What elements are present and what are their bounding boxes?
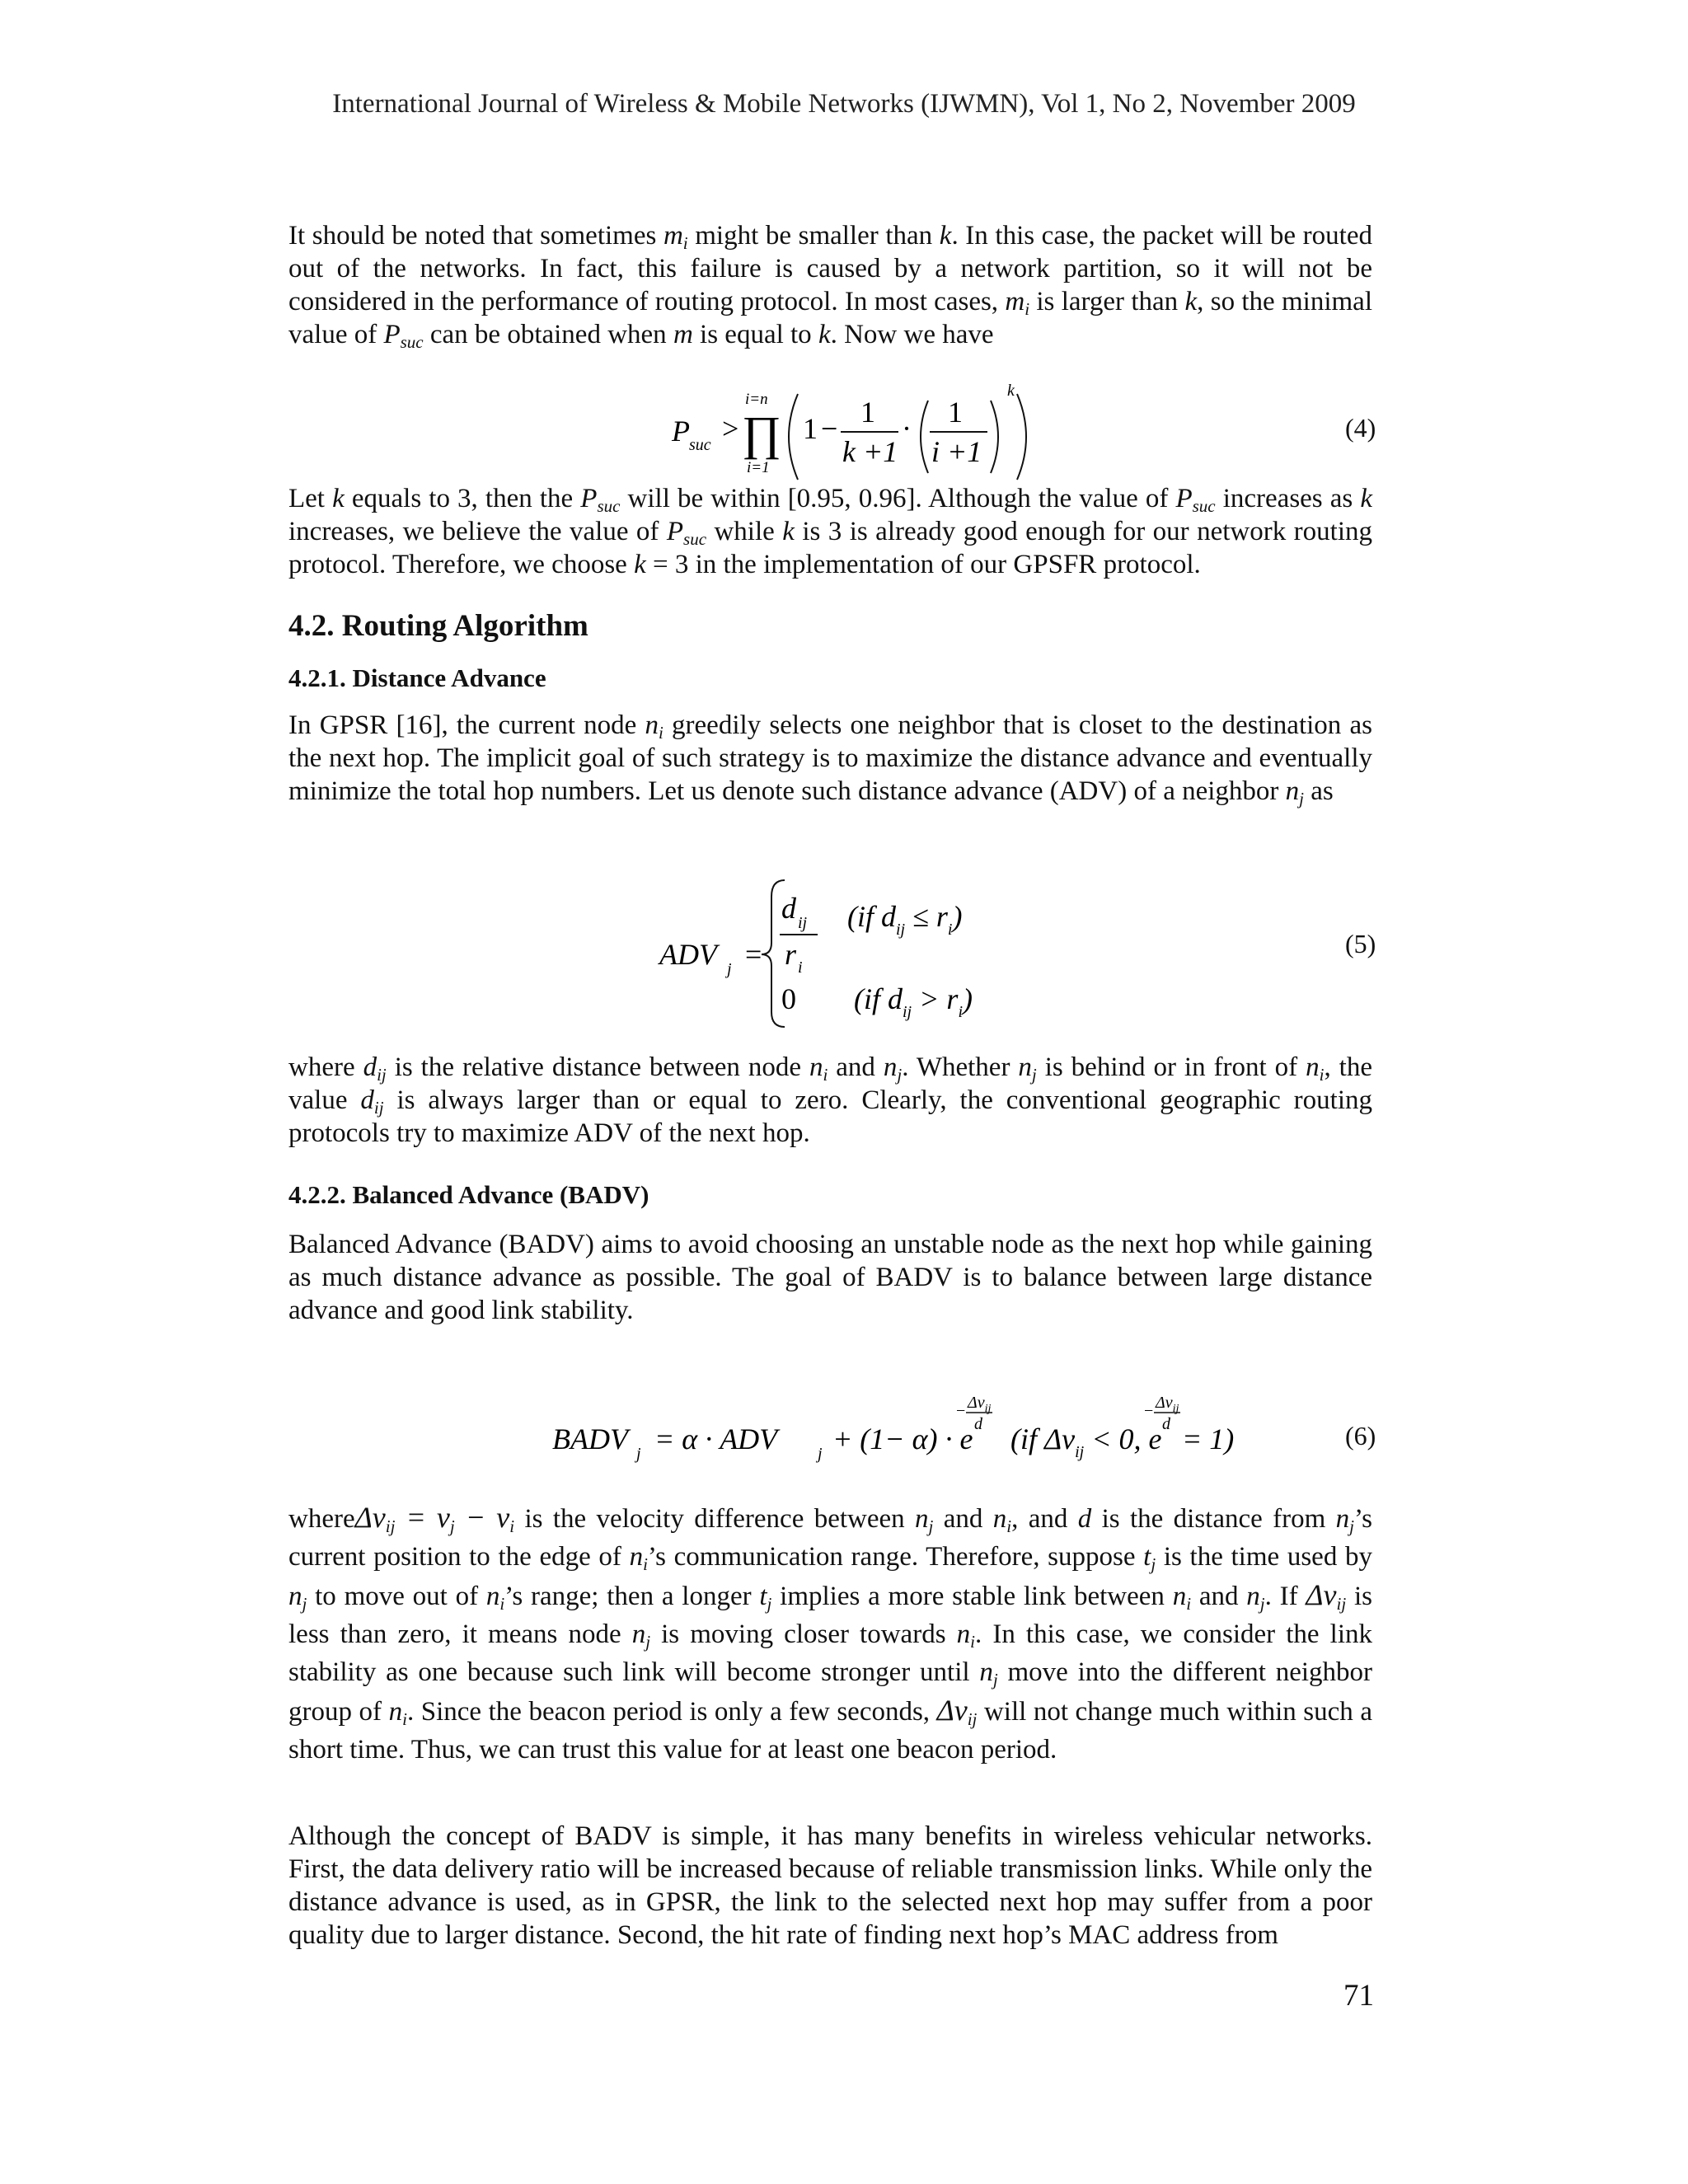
page-number: 71 — [1343, 1979, 1374, 2013]
subscript-suc: suc — [1192, 496, 1216, 516]
text-run: = 3 in the implementation of our GPSFR protocol. — [645, 550, 1201, 579]
text-run: is the velocity difference between — [524, 1504, 916, 1534]
text-run: and — [828, 1052, 884, 1082]
eq5-lhs: ADV — [659, 938, 717, 971]
text-run: . In this case, we consider the link stability as one because such link will become stronger until — [288, 1619, 1373, 1687]
text-run: is moving closer towards — [650, 1619, 957, 1649]
eq5-frac-num-sub: ij — [798, 914, 808, 932]
subscript-i: i — [658, 723, 663, 743]
paragraph-3 — [288, 709, 1372, 808]
text-run: . Whether — [902, 1052, 1019, 1082]
eq5-equals: = — [745, 938, 762, 971]
var-k: k — [1184, 287, 1198, 316]
eq4-one: 1 — [803, 412, 818, 445]
var-n: n — [956, 1619, 971, 1649]
text-run: where — [288, 1504, 355, 1534]
text-run: is always larger than or equal to zero. Clearly, the conventional geographic routing protocols try to maximize ADV of the next hop. — [288, 1085, 1372, 1148]
subscript-j: j — [1031, 1065, 1037, 1085]
text-run: and — [1191, 1582, 1247, 1611]
equation-number-6: (6) — [1345, 1421, 1376, 1451]
subscript-i: i — [1319, 1065, 1325, 1085]
text-run: will be within [0.95, 0.96]. Although the value of — [620, 484, 1176, 513]
text-run: greedily selects one neighbor that is closet to the destination as the next hop. The implicit goal of such strategy is to maximize the distance advance and eventually minimize the total hop numbers. Let us denote such distance advance (ADV) of a neighbor — [288, 710, 1372, 806]
subscript-i: i — [823, 1065, 828, 1085]
eq6-exp-num: $\Delta v_{ij}$ — [968, 1394, 992, 1415]
var-p: P — [666, 517, 684, 546]
text-run: is the relative distance between node — [386, 1052, 809, 1082]
text-run: is the distance from — [1091, 1504, 1336, 1534]
equation-number-4: (4) — [1345, 413, 1376, 443]
equation-6 — [552, 1393, 1245, 1479]
eq6-lhs: BADV — [552, 1422, 628, 1455]
running-head: International Journal of Wireless & Mobile Networks (IJWMN), Vol 1, No 2, November 2009 — [332, 89, 1356, 119]
var-n: n — [992, 1504, 1007, 1534]
subscript-i: i — [970, 1632, 975, 1652]
var-k: k — [818, 320, 831, 349]
paragraph-4 — [288, 1051, 1372, 1150]
text-run: ’s current position to the edge of — [288, 1504, 1373, 1572]
eq4-num1: 1 — [860, 396, 875, 429]
eq4-p: P — [672, 415, 690, 448]
subscript-j: j — [992, 1670, 998, 1690]
eq5-frac-num: d — [781, 892, 796, 925]
subscript-j: j — [897, 1065, 903, 1085]
inline-velocity-diff: $\Delta v_{ij} = v_j - v_i$ — [354, 1501, 515, 1536]
subscript-ij: ij — [373, 1098, 384, 1118]
text-run: . Since the beacon period is only a few seconds, — [406, 1697, 937, 1727]
text-run: is behind or in front of — [1036, 1052, 1306, 1082]
eq6-cond-exp-minus: − — [1144, 1402, 1154, 1420]
equation-4 — [659, 379, 1039, 490]
var-d: d — [363, 1052, 377, 1082]
var-p: P — [1175, 484, 1193, 513]
inline-delta-v: $\Delta v_{ij}$ — [936, 1694, 978, 1729]
subscript-i: i — [682, 233, 688, 253]
paragraph-7 — [288, 1820, 1372, 1952]
var-n: n — [388, 1697, 403, 1727]
text-run: while — [706, 517, 783, 546]
subsection-heading-4-2-1: 4.2.1. Distance Advance — [288, 663, 546, 692]
eq4-num2: 1 — [948, 396, 963, 429]
paragraph-7-text: Although the concept of BADV is simple, it has many benefits in wireless vehicular networks. First, the data delivery ratio will be increased because of reliable transmission links. While only the distance advance is used, as in GPSR, the link to the selected next hop may suffer from a poor quality due to larger distance. Second, the hit rate of finding next hop’s MAC address from — [288, 1821, 1372, 1950]
var-n: n — [1335, 1504, 1350, 1534]
subscript-suc: suc — [683, 529, 707, 549]
subscript-j: j — [1151, 1554, 1156, 1574]
text-run: . If — [1264, 1582, 1306, 1611]
eq6-cond-exp-num: $\Delta v_{ij}$ — [1156, 1394, 1179, 1415]
var-d: d — [360, 1085, 374, 1115]
subscript-i: i — [499, 1594, 505, 1614]
eq5-zero: 0 — [781, 982, 796, 1015]
subscript-suc: suc — [400, 332, 424, 352]
eq4-exponent: k — [1007, 382, 1015, 400]
eq5-frac-den: r — [785, 938, 797, 971]
eq4-product: ∏ — [742, 406, 781, 460]
var-p: P — [580, 484, 598, 513]
eq4-gt: > — [722, 412, 739, 445]
eq4-lower-limit: i=1 — [747, 459, 770, 476]
text-run: Let — [288, 484, 333, 513]
text-run: to move out of — [307, 1582, 486, 1611]
eq5-lhs-sub: j — [727, 960, 732, 978]
text-run: where — [288, 1052, 363, 1082]
text-run: is 3 is already good enough for our network routing protocol. Therefore, we choose — [288, 517, 1372, 579]
eq5-cond1: (if $d_{ij} \le r_i$) — [847, 900, 963, 939]
eq4-minus: − — [821, 412, 838, 445]
var-n: n — [645, 710, 659, 740]
text-run: , so the minimal value of — [288, 287, 1372, 349]
text-run: is equal to — [692, 320, 818, 349]
var-n: n — [631, 1619, 646, 1649]
var-n: n — [629, 1542, 644, 1572]
var-k: k — [939, 221, 952, 251]
text-run: will not change much within such a short time. Thus, we can trust this value for at least one beacon period. — [288, 1697, 1372, 1765]
eq4-outer-paren-left — [789, 394, 798, 480]
subscript-ij: ij — [377, 1065, 387, 1085]
subscript-j: j — [1299, 789, 1304, 808]
subscript-i: i — [1186, 1594, 1192, 1614]
text-run: can be obtained when — [423, 320, 673, 349]
var-n: n — [1172, 1582, 1187, 1611]
eq5-frac-den-sub: i — [798, 958, 803, 977]
var-t: t — [1143, 1542, 1151, 1572]
subscript-j: j — [302, 1594, 307, 1614]
text-run: . Now we have — [830, 320, 994, 349]
var-d: d — [1077, 1504, 1092, 1534]
eq5-cond2: (if $d_{ij} > r_i$) — [854, 982, 973, 1021]
text-run: , and — [1011, 1504, 1078, 1534]
text-run: increases as — [1215, 484, 1361, 513]
text-run: is the time used by — [1163, 1542, 1372, 1572]
eq6-alpha-adv: = α · ADV — [654, 1422, 778, 1455]
text-run: and — [933, 1504, 993, 1534]
eq4-inner-paren-right — [991, 401, 998, 473]
var-n: n — [1246, 1582, 1260, 1611]
eq6-condition: (if $\Delta v_{ij} < 0$, e — [1010, 1422, 1162, 1461]
var-m: m — [1005, 287, 1025, 316]
text-run: move into the different neighbor group of — [288, 1657, 1372, 1727]
eq4-upper-limit: i=n — [745, 391, 768, 408]
section-heading-4-2: 4.2. Routing Algorithm — [288, 609, 588, 643]
eq4-dot: · — [902, 412, 912, 445]
paragraph-6 — [288, 1498, 1372, 1769]
var-m: m — [673, 320, 693, 349]
var-n: n — [1285, 776, 1300, 806]
text-run: as — [1303, 776, 1334, 806]
subscript-i: i — [402, 1709, 407, 1729]
eq4-inner-paren-left — [921, 401, 928, 473]
var-n: n — [809, 1052, 823, 1082]
var-n: n — [485, 1582, 500, 1611]
subscript-i: i — [1025, 299, 1030, 319]
var-n: n — [979, 1657, 993, 1687]
equation-5 — [659, 872, 1022, 1033]
text-run: is less than zero, it means node — [288, 1582, 1372, 1649]
subscript-i: i — [643, 1554, 648, 1574]
paragraph-5 — [288, 1228, 1372, 1327]
subscript-j: j — [645, 1632, 651, 1652]
paragraph-2 — [288, 482, 1372, 581]
subscript-j: j — [767, 1594, 772, 1614]
var-k: k — [1360, 484, 1373, 513]
eq6-lhs-sub: j — [636, 1445, 641, 1463]
subscript-j: j — [1259, 1594, 1265, 1614]
text-run: implies a more stable link between — [771, 1582, 1173, 1611]
var-n: n — [883, 1052, 898, 1082]
eq4-den1: k +1 — [842, 435, 898, 468]
var-n: n — [1306, 1052, 1320, 1082]
var-k: k — [332, 484, 345, 513]
subscript-i: i — [1006, 1516, 1012, 1536]
text-run: might be smaller than — [687, 221, 940, 251]
text-run: is larger than — [1029, 287, 1185, 316]
var-k: k — [634, 550, 646, 579]
var-t: t — [759, 1582, 767, 1611]
var-n: n — [915, 1504, 929, 1534]
text-run: equals to 3, then the — [344, 484, 581, 513]
eq4-den2: i +1 — [931, 435, 982, 468]
inline-delta-v: $\Delta v_{ij}$ — [1306, 1578, 1347, 1614]
equation-number-5: (5) — [1345, 929, 1376, 958]
eq6-cond-end: = 1) — [1182, 1422, 1235, 1455]
eq6-mid: + (1− α) · e — [832, 1422, 973, 1455]
var-k: k — [782, 517, 795, 546]
eq6-exp-den: d — [974, 1415, 982, 1433]
eq4-outer-paren-right — [1017, 394, 1026, 480]
text-run: It should be noted that sometimes — [288, 221, 663, 251]
paragraph-5-text: Balanced Advance (BADV) aims to avoid choosing an unstable node as the next hop while gaining as much distance advance as possible. The goal of BADV is to balance between large distance advance and good link stability. — [288, 1230, 1372, 1325]
text-run: . In this case, the packet will be routed out of the networks. In fact, this failure is caused by a network partition, so it will not be considered in the performance of routing protocol. In most cases, — [288, 221, 1372, 316]
subsection-heading-4-2-2: 4.2.2. Balanced Advance (BADV) — [288, 1180, 649, 1209]
paragraph-1 — [288, 219, 1372, 351]
var-n: n — [288, 1582, 302, 1611]
eq6-adv-sub: j — [818, 1445, 823, 1463]
eq4-suc: suc — [689, 436, 711, 454]
eq6-cond-exp-den: d — [1162, 1415, 1170, 1433]
subscript-j: j — [928, 1516, 934, 1536]
var-m: m — [663, 221, 683, 251]
text-run: increases, we believe the value of — [288, 517, 667, 546]
var-n: n — [1018, 1052, 1032, 1082]
var-p: P — [383, 320, 401, 349]
text-run: ’s communication range. Therefore, suppose — [647, 1542, 1144, 1572]
subscript-suc: suc — [597, 496, 621, 516]
eq6-exp-minus: − — [956, 1402, 966, 1420]
subscript-j: j — [1349, 1516, 1355, 1536]
text-run: , the value — [288, 1052, 1372, 1115]
text-run: In GPSR [16], the current node — [288, 710, 645, 740]
text-run: ’s range; then a longer — [504, 1582, 760, 1611]
